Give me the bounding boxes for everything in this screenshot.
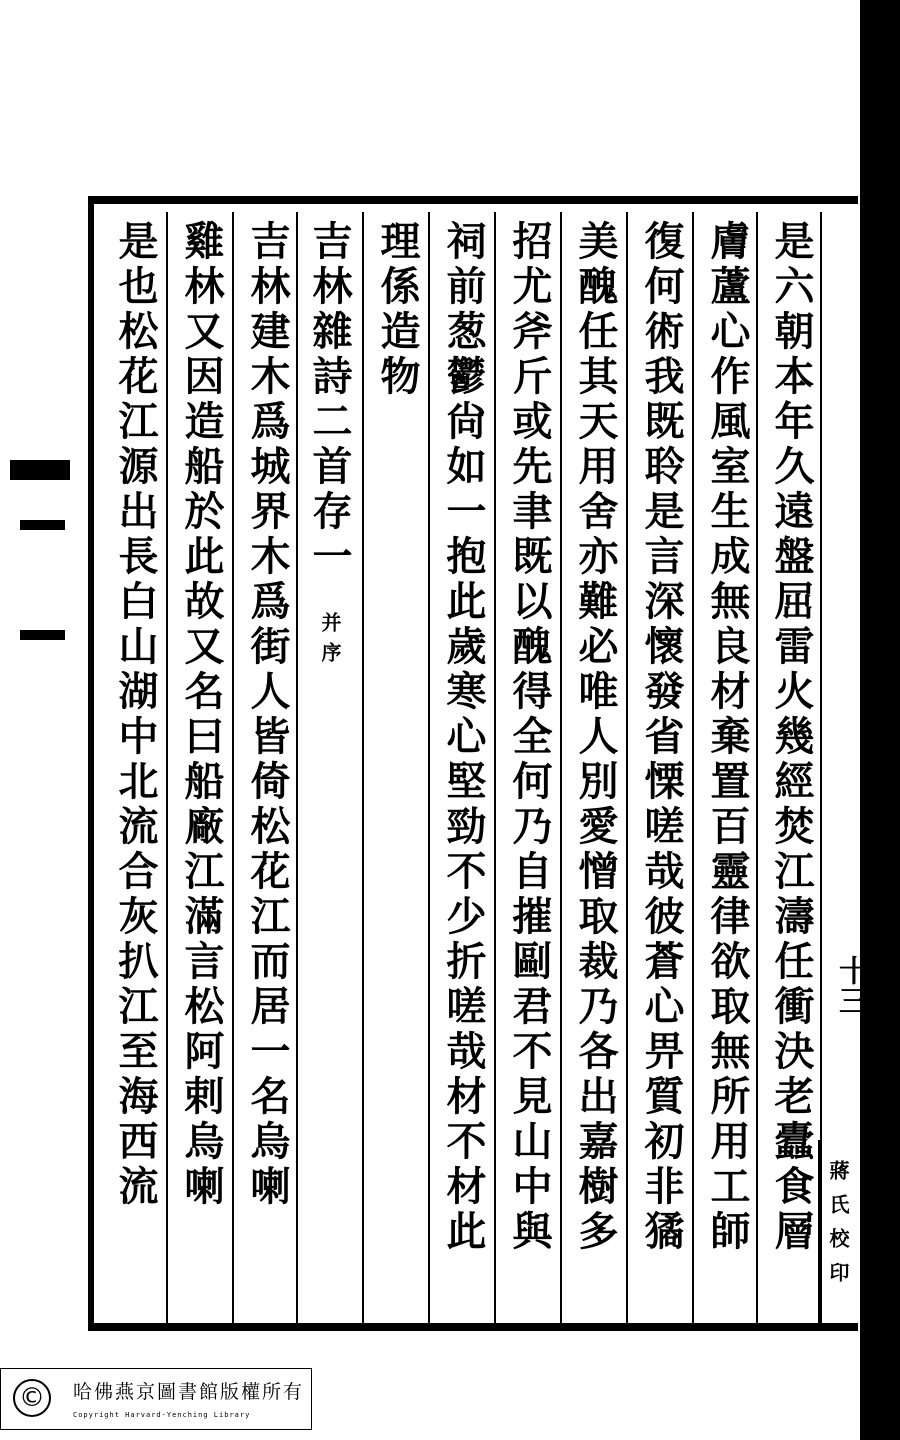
copyright-chinese: 哈佛燕京圖書館版權所有 <box>73 1381 305 1403</box>
column-rule <box>560 212 562 1324</box>
column-rule <box>756 212 758 1324</box>
column-rule <box>692 212 694 1324</box>
poem-title-note: 并序 <box>318 612 342 672</box>
text-column-10: 雞林又因造船於此故又名曰船廠江滿言松阿剌烏喇 <box>178 220 225 1210</box>
poem-title: 吉林雜詩二首存一 <box>306 220 353 580</box>
text-column-6: 祠前葱鬱尙如一抱此歲寒心堅勁不少折嗟哉材不材此 <box>440 220 487 1255</box>
column-rule <box>232 212 234 1324</box>
margin-rule-mark <box>20 520 65 530</box>
copyright-english: Copyright Harvard-Yenching Library <box>73 1411 251 1419</box>
margin-rule-mark <box>20 630 65 640</box>
column-rule <box>428 212 430 1324</box>
scan-edge <box>880 0 900 1440</box>
text-column-11: 是也松花江源出長白山湖中北流合灰扒江至海西流 <box>112 220 159 1210</box>
text-column-5: 招尤斧斤或先聿既以醜得全何乃自摧剾君不見山中與 <box>506 220 553 1255</box>
copyright-stamp <box>0 1368 312 1430</box>
text-column-9: 吉林建木爲城界木爲街人皆倚松花江而居一名烏喇 <box>244 220 291 1210</box>
text-column-1: 是六朝本年久遠盤屈雷火幾經焚江濤任衝決老蠹食層 <box>768 220 815 1255</box>
column-rule <box>626 212 628 1324</box>
text-column-4: 美醜任其天用舍亦難必唯人別愛憎取裁乃各出嘉樹多 <box>572 220 619 1255</box>
copyright-icon: © <box>13 1379 51 1417</box>
poem-title-column <box>296 220 362 1320</box>
column-rule <box>362 212 364 1324</box>
text-column-2: 膚蘆心作風室生成無良材棄置百靈律欲取無所用工師 <box>704 220 751 1255</box>
column-rule <box>166 212 168 1324</box>
text-column-3: 復何術我既聆是言深懷發省慄嗟哉彼蒼心畀質初非獝 <box>638 220 685 1255</box>
scan-edge-inner <box>860 0 880 1440</box>
column-rule <box>494 212 496 1324</box>
margin-fishtail-mark <box>10 460 70 480</box>
text-column-7: 理係造物 <box>374 220 421 400</box>
publisher-mark: 蔣氏校印 <box>826 1160 850 1296</box>
page-number: 十三 <box>833 955 868 1015</box>
